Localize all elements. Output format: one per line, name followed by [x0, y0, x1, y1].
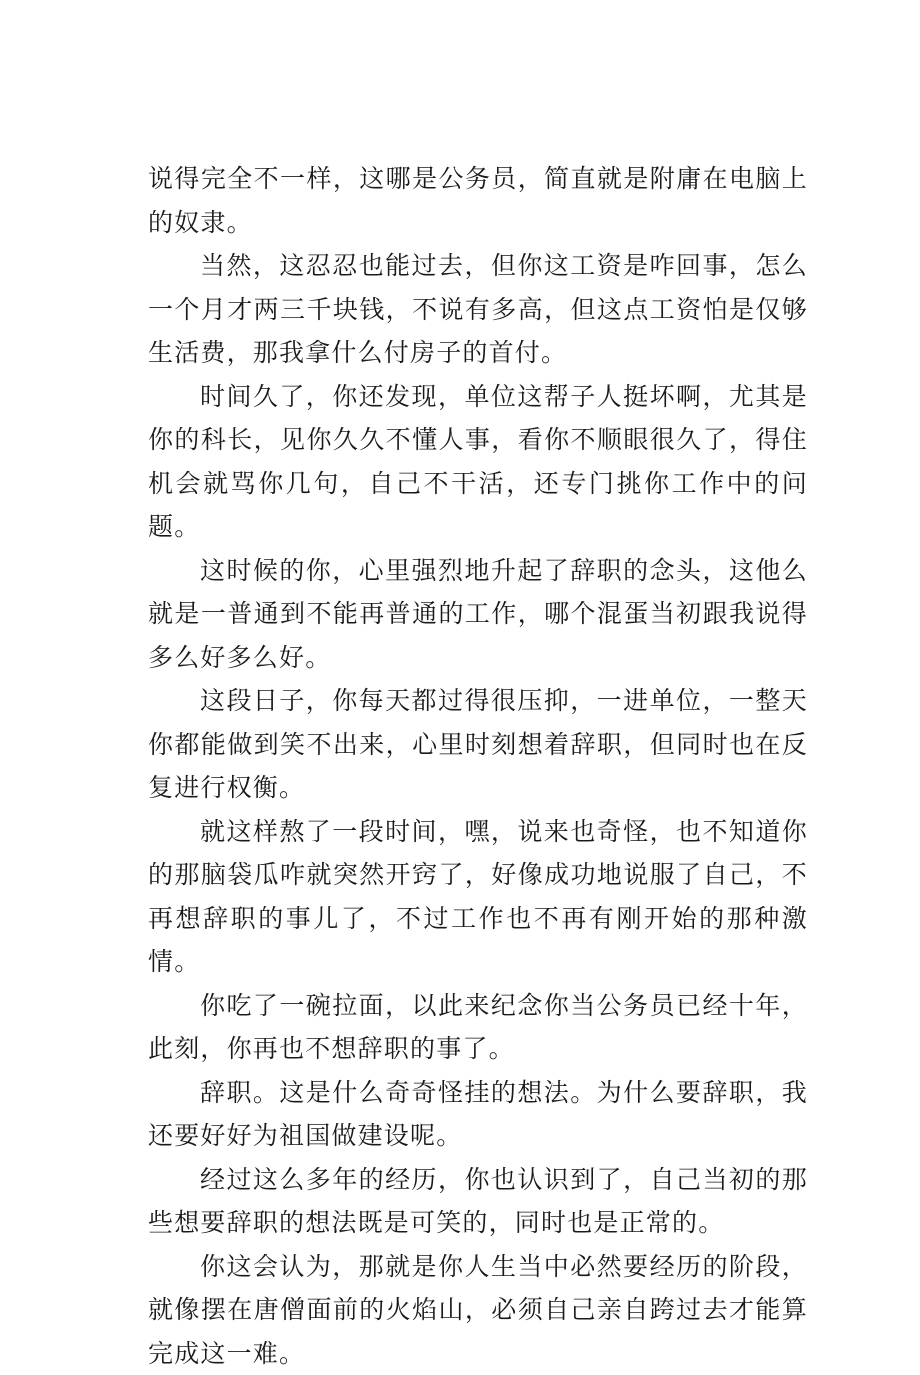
paragraph-9: 经过这么多年的经历，你也认识到了，自己当初的那些想要辞职的想法既是可笑的，同时也是正常的。 — [148, 1158, 808, 1245]
paragraph-4: 这时候的你，心里强烈地升起了辞职的念头，这他么就是一普通到不能再普通的工作，哪个混蛋当初跟我说得多么好多么好。 — [148, 549, 808, 680]
paragraph-3: 时间久了，你还发现，单位这帮子人挺坏啊，尤其是你的科长，见你久久不懂人事，看你不顺眼很久了，得住机会就骂你几句，自己不干活，还专门挑你工作中的问题。 — [148, 375, 808, 549]
paragraph-1: 说得完全不一样，这哪是公务员，简直就是附庸在电脑上的奴隶。 — [148, 157, 808, 244]
paragraph-6: 就这样熬了一段时间，嘿，说来也奇怪，也不知道你的那脑袋瓜咋就突然开窍了，好像成功地说服了自己，不再想辞职的事儿了，不过工作也不再有刚开始的那种激情。 — [148, 810, 808, 984]
paragraph-7: 你吃了一碗拉面，以此来纪念你当公务员已经十年，此刻，你再也不想辞职的事了。 — [148, 984, 808, 1071]
paragraph-8: 辞职。这是什么奇奇怪挂的想法。为什么要辞职，我还要好好为祖国做建设呢。 — [148, 1071, 808, 1158]
paragraph-10: 你这会认为，那就是你人生当中必然要经历的阶段，就像摆在唐僧面前的火焰山，必须自己亲自跨过去才能算完成这一难。 — [148, 1245, 808, 1375]
paragraph-5: 这段日子，你每天都过得很压抑，一进单位，一整天你都能做到笑不出来，心里时刻想着辞职，但同时也在反复进行权衡。 — [148, 679, 808, 810]
paragraph-2: 当然，这忍忍也能过去，但你这工资是咋回事，怎么一个月才两三千块钱，不说有多高，但这点工资怕是仅够生活费，那我拿什么付房子的首付。 — [148, 244, 808, 375]
body-text — [148, 157, 808, 1375]
